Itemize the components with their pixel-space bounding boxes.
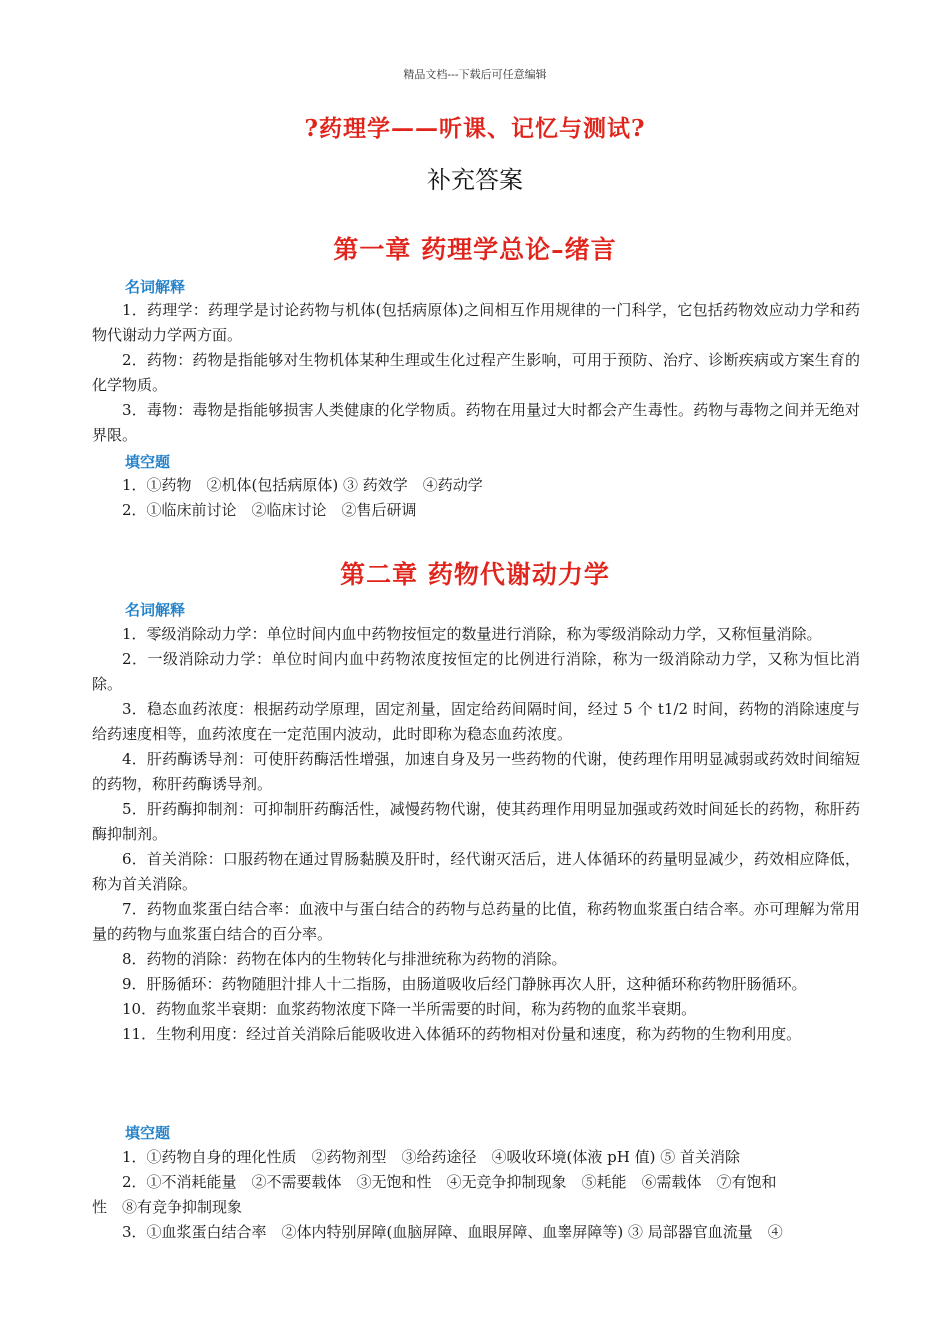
- chapter1-terms: [92, 298, 860, 448]
- term-item: 4．肝药酶诱导剂：可使肝药酶活性增强，加速自身及另一些药物的代谢，使药理作用明显减弱或药效时间缩短的药物，称肝药酶诱导剂。: [92, 750, 860, 793]
- term-item: 3．毒物：毒物是指能够损害人类健康的化学物质。药物在用量过大时都会产生毒性。药物与毒物之间并无绝对界限。: [92, 401, 860, 444]
- main-title: ?药理学——听课、记忆与测试?: [304, 115, 646, 142]
- fill-item: 2．①临床前讨论 ②临床讨论 ②售后研调: [122, 501, 417, 519]
- chapter2-fill: [92, 1145, 860, 1245]
- chapter1-fill: [92, 473, 860, 523]
- term-item: 6．首关消除：口服药物在通过胃肠黏膜及肝时，经代谢灭活后，进人体循环的药量明显减少，药效相应降低，称为首关消除。: [92, 850, 860, 893]
- header-note: 精品文档---下载后可任意编辑: [403, 68, 547, 81]
- chapter1-terms-label: 名词解释: [125, 278, 186, 296]
- term-item: 1．零级消除动力学：单位时间内血中药物按恒定的数量进行消除，称为零级消除动力学，又称恒量消除。: [122, 625, 822, 643]
- fill-item: 2．①不消耗能量 ②不需要载体 ③无饱和性 ④无竞争抑制现象 ⑤耗能 ⑥需载体 ⑦有饱和: [122, 1173, 777, 1191]
- chapter2-terms-label: 名词解释: [125, 601, 186, 619]
- fill-item-continued: 性 ⑧有竞争抑制现象: [92, 1198, 243, 1216]
- term-item: 1．药理学：药理学是讨论药物与机体(包括病原体)之间相互作用规律的一门科学，它包括药物效应动力学和药物代谢动力学两方面。: [92, 301, 860, 344]
- chapter1-fill-label: 填空题: [125, 453, 171, 471]
- subtitle: 补充答案: [427, 166, 523, 194]
- term-item: 2．药物：药物是指能够对生物机体某种生理或生化过程产生影响，可用于预防、治疗、诊断疾病或方案生育的化学物质。: [92, 351, 860, 394]
- term-item: 9．肝肠循环：药物随胆汁排人十二指肠，由肠道吸收后经门静脉再次人肝，这种循环称药物肝肠循环。: [122, 975, 807, 993]
- term-item: 2．一级消除动力学：单位时间内血中药物浓度按恒定的比例进行消除，称为一级消除动力学，又称为恒比消除。: [92, 650, 860, 693]
- chapter2-terms: [92, 622, 860, 1047]
- chapter2-title: 第二章 药物代谢动力学: [340, 560, 610, 589]
- term-item: 3．稳态血药浓度：根据药动学原理，固定剂量，固定给药间隔时间，经过 5 个 t1/2 时间，药物的消除速度与给药速度相等，血药浓度在一定范围内波动，此时即称为稳态血药浓度。: [92, 700, 860, 743]
- term-item: 11．生物利用度：经过首关消除后能吸收进入体循环的药物相对份量和速度，称为药物的生物利用度。: [122, 1025, 802, 1043]
- term-item: 7．药物血浆蛋白结合率：血液中与蛋白结合的药物与总药量的比值，称药物血浆蛋白结合率。亦可理解为常用量的药物与血浆蛋白结合的百分率。: [92, 900, 860, 943]
- chapter1-title: 第一章 药理学总论–绪言: [333, 235, 617, 264]
- fill-item: 1．①药物自身的理化性质 ②药物剂型 ③给药途径 ④吸收环境(体液 pH 值) ⑤ 首关消除: [122, 1148, 741, 1166]
- term-item: 5．肝药酶抑制剂：可抑制肝药酶活性，减慢药物代谢，使其药理作用明显加强或药效时间延长的药物，称肝药酶抑制剂。: [92, 800, 860, 843]
- fill-item: 3．①血浆蛋白结合率 ②体内特别屏障(血脑屏障、血眼屏障、血睾屏障等) ③ 局部器官血流量 ④: [122, 1223, 783, 1241]
- term-item: 10．药物血浆半衰期：血浆药物浓度下降一半所需要的时间，称为药物的血浆半衰期。: [122, 1000, 697, 1018]
- fill-item: 1．①药物 ②机体(包括病原体) ③ 药效学 ④药动学: [122, 476, 483, 494]
- chapter2-fill-label: 填空题: [125, 1124, 171, 1142]
- term-item: 8．药物的消除：药物在体内的生物转化与排泄统称为药物的消除。: [122, 950, 567, 968]
